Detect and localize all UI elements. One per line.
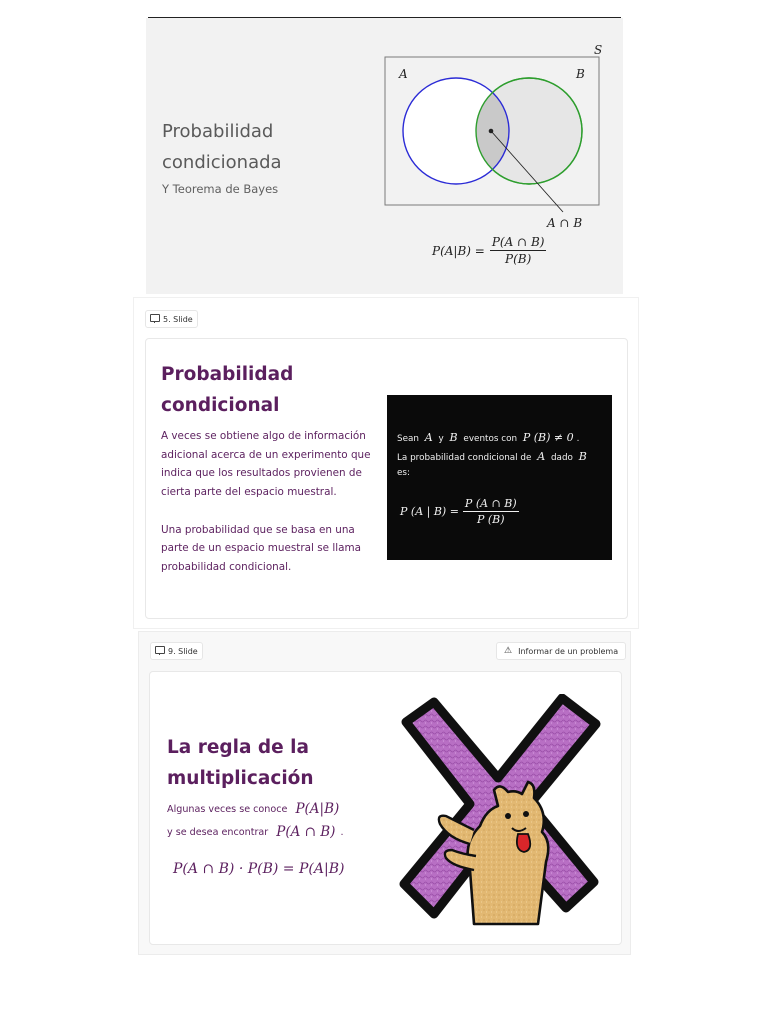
cross-dog-illustration [388,694,608,926]
slide-5-title-line2: condicional [161,395,280,416]
slide-9-body-line-2 [167,821,344,844]
slide-9-body-line-1 [167,798,344,821]
slide-tag-5[interactable] [145,310,198,328]
slide-tag-5-label: 5. Slide [163,314,193,324]
definition-line-2 [397,450,590,463]
slide-5-card [145,338,628,619]
slide-9-math-1: P(A|B) [295,801,340,817]
title-slide-heading [162,116,372,178]
report-problem-label: Informar de un problema [518,646,619,656]
title-slide-heading-line1: Probabilidad [162,121,274,142]
title-slide [146,18,623,294]
slide-tag-9[interactable] [150,642,203,660]
definition-math-a: A [424,431,433,444]
definition-line-1 [397,431,579,444]
definition-formula [400,497,519,526]
definition-formula-lhs: P (A | B) = [400,505,459,518]
definition-formula-numerator: P (A ∩ B) [464,497,517,510]
venn-universe-label: S [594,43,603,57]
presentation-icon [155,646,165,654]
definition-text: dado [550,453,573,463]
definition-math-a: A [537,450,546,463]
definition-formula-fraction [463,497,519,526]
definition-text: Sean [397,434,419,444]
definition-text: y [438,434,444,444]
slide-5-body [161,427,376,595]
venn-label-a: A [399,67,408,81]
multiplication-rule: P(A ∩ B) · P(B) = P(A|B) [173,861,345,877]
report-problem-button[interactable] [496,642,626,660]
slide-tag-9-label: 9. Slide [168,646,198,656]
formula-fraction [490,235,547,266]
slide-9-text-2-end: . [340,827,344,838]
title-slide-heading-line2: condicionada [162,152,282,173]
definition-box [387,395,612,560]
venn-diagram [382,40,612,236]
slide-panel-9 [138,631,631,955]
title-slide-subtitle: Y Teorema de Bayes [162,182,279,196]
slide-9-body [167,798,344,844]
warning-icon: ⚠ [504,646,513,656]
slide-5-paragraph-2: Una probabilidad que se basa en una parte de un espacio muestral se llama probabilidad condicional. [161,523,361,573]
definition-line-3: es: [397,468,410,478]
slide-9-math-2: P(A ∩ B) [276,824,336,840]
definition-math-b: B [578,450,587,463]
presentation-icon [150,314,160,322]
slide-9-title [167,732,314,794]
slide-9-title-line1: La regla de la [167,737,309,758]
slide-9-text-1: Algunas veces se conoce [167,804,288,815]
definition-math-b: B [449,431,458,444]
slide-9-title-line2: multiplicación [167,768,314,789]
venn-intersection-label: A ∩ B [547,216,583,230]
slide-9-text-2: y se desea encontrar [167,827,269,838]
venn-label-b: B [576,67,585,81]
definition-formula-denominator: P (B) [476,513,505,526]
slide-5-title [161,359,293,421]
formula-lhs: P(A|B) = [432,243,485,258]
definition-text: eventos con [463,434,518,444]
slide-panel-5 [133,297,639,629]
definition-text: La probabilidad condicional de [397,453,532,463]
slide-9-card [149,671,622,945]
definition-math-condition: P (B) ≠ 0 [522,431,574,444]
formula-numerator: P(A ∩ B) [491,235,545,249]
conditional-probability-formula [432,235,557,266]
formula-denominator: P(B) [505,252,532,266]
definition-text: . [576,434,580,444]
slide-5-paragraph-1: A veces se obtiene algo de información adicional acerca de un experimento que indica que los resultados provienen de cierta parte del espacio muestral. [161,430,371,499]
slide-5-title-line1: Probabilidad [161,364,294,385]
